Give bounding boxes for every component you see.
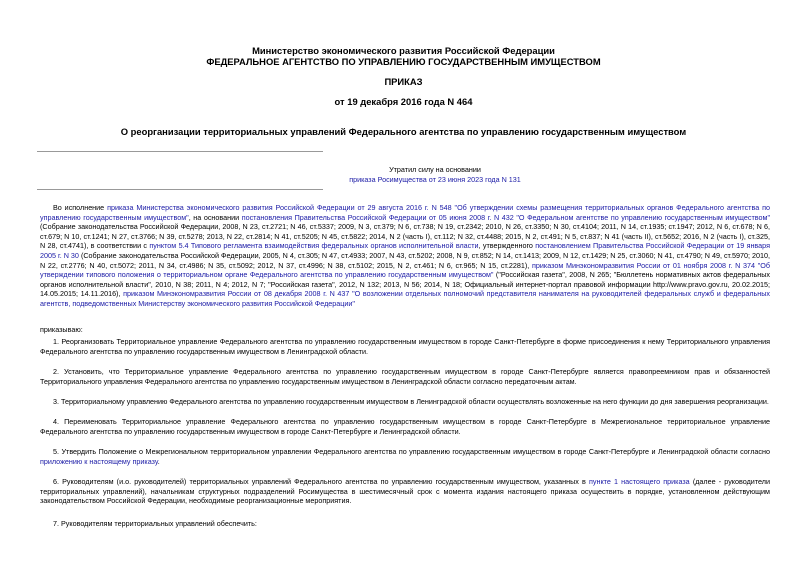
item-7: 7. Руководителям территориальных управлений обеспечить: — [53, 519, 257, 528]
link-appendix[interactable]: приложению к настоящему приказу — [40, 456, 158, 466]
preamble-text: , на основании — [188, 212, 242, 222]
item-6-text: 6. Руководителям (и.о. руководителей) территориальных управлений Федерального агентства по управлению государственным имуществом, указанных в — [53, 477, 589, 486]
preamble-text: ("Российская газета", 2008, N 265; "Бюллетень нормативных актов федеральных органов исполнительной власти", 2010, N 38; 2011, N 4; 2012, N 7; "Российская газета", 2012, N 132; 2013, N 56; 2014, N 18; Официальный интернет-портал правовой информации http://www.pravo.gov.ru, 20.02.2015; 14.05.2015; 14.11.2016), — [40, 270, 770, 299]
ministry-name: Министерство экономического развития Российской Федерации — [252, 45, 555, 56]
item-1: 1. Реорганизовать Территориальное управление Федерального агентства по управлению государственным имуществом в городе Санкт-Петербурге в форме присоединения к нему Территориального управления Федерального агентства по управлению государственным имуществом в Ленинградской области. — [40, 337, 770, 356]
item-4: 4. Переименовать Территориальное управление Федерального агентства по управлению государственным имуществом в городе Санкт-Петербурге в Межрегиональное территориальное управление Федерального агентства по управлению государственным имуществом в городе Санкт-Петербурге и Ленинградской области. — [40, 417, 770, 436]
preamble-paragraph — [40, 203, 770, 309]
item-5 — [40, 447, 770, 466]
item-3: 3. Территориальному управлению Федерального агентства по управлению государственным имуществом в Ленинградской области осуществлять возложенные на него функции до дня завершения реорганизации. — [53, 397, 769, 406]
lost-force-link[interactable]: приказа Росимущества от 23 июня 2023 года N 131 — [349, 175, 521, 184]
link-order-374[interactable]: приказом Минэкономразвития России от 01 ноября 2008 г. N 374 "Об утверждении типового положения о территориальном органе Федерального агентства по управлению государственным имуществом" — [40, 260, 771, 280]
link-order-437[interactable]: приказом Минэкономразвития России от 08 декабря 2008 г. N 437 "О возложении отдельных полномочий представителя нанимателя на руководителей федеральных служб и федеральных агентств, подведомственных Министерству экономического развития Российской Федерации" — [40, 289, 770, 308]
agency-name: ФЕДЕРАЛЬНОЕ АГЕНТСТВО ПО УПРАВЛЕНИЮ ГОСУДАРСТВЕННЫМ ИМУЩЕСТВОМ — [206, 56, 601, 67]
lost-force-label: Утратил силу на основании — [389, 165, 481, 174]
preamble-text: Во исполнение — [53, 203, 108, 212]
item-5-end: . — [157, 456, 160, 466]
doc-title: О реорганизации территориальных управлений Федерального агентства по управлению государственным имуществом — [120, 126, 687, 137]
lost-force-block — [295, 175, 575, 185]
order-word: приказываю: — [40, 325, 83, 334]
link-point-1[interactable]: пункте 1 настоящего приказа — [588, 477, 690, 486]
link-order-548[interactable]: приказа Министерства экономического развития Российской Федерации от 29 августа 2016 г. N 548 "Об утверждении схемы размещения территориальных органов Федерального агентства по управлению государственным имуществом" — [40, 203, 770, 222]
divider-bottom — [37, 189, 323, 190]
preamble-text: (Собрание законодательства Российской Федерации, 2008, N 23, ст.2721; N 46, ст.5337; 2009, N 3, ст.379; N 6, ст.738; N 19, ст.2342; 2010, N 26, ст.3350; N 30, ст.4104; 2011, N 14, ст.1935; ст.1947; 2012, N 6, ст.678; N 6, ст.679; N 10, ст.1241; N 27, ст.3766; N 39, ст.5278; 2013, N 22, ст.2814; N 41, ст.5205; N 45, ст.5822; 2014, N 2 (часть I), ст.112; N 32, ст.4488; 2015, N 2, ст.491; N 5, ст.837; N 41 (часть II), ст.5652; 2016, N 2 (часть I), ст.325, N 28, ст.4741), в соответствии с — [40, 222, 770, 251]
item-6 — [40, 477, 770, 506]
item-5-text: 5. Утвердить Положение о Межрегиональном территориальном управлении Федерального агентства по управлению государственным имуществом в городе Санкт-Петербурге и Ленинградской области согласно — [53, 447, 770, 456]
link-resolution-30[interactable]: постановлением Правительства Российской Федерации от 19 января 2005 г. N 30 — [40, 241, 770, 260]
doc-date-number: от 19 декабря 2016 года N 464 — [334, 96, 473, 107]
item-6-end: (далее - руководители территориальных управлений), начальникам структурных подразделений Росимущества в шестимесячный срок с момента издания настоящего приказа осуществить в порядке, установленном действующим законодательством Российской Федерации, необходимые реорганизационные мероприятия. — [40, 477, 770, 506]
link-resolution-432[interactable]: постановления Правительства Российской Федерации от 05 июня 2008 г. N 432 "О Федеральном агентстве по управлению государственным имуществом" — [241, 212, 770, 222]
item-2: 2. Установить, что Территориальное управление Федерального агентства по управлению государственным имуществом в городе Санкт-Петербурге является правопреемником прав и обязанностей Территориального управления Федерального агентства по управлению государственным имуществом в Ленинградской области согласно передаточным актам. — [40, 367, 770, 386]
doc-type: ПРИКАЗ — [384, 76, 423, 87]
preamble-text: , утвержденного — [478, 241, 536, 251]
preamble-text: (Собрание законодательства Российской Федерации, 2005, N 4, ст.305; N 47, ст.4933; 2007, N 43, ст.5202; 2008, N 9, ст.852; N 14, ст.1413; 2009, N 12, ст.1429; N 25, ст.3060; N 41, ст.4790; N 49, ст.5970; 2010, N 22, ст.2776; N 40, ст.5072; 2011, N 34, ст.4986; N 35, ст.5092; 2012, N 37, ст.4996; N 38, ст.5102; 2015, N 2, ст.461; N 6, ст.965; N 15, ст.2281), — [40, 250, 771, 270]
divider-top — [37, 151, 323, 152]
link-reglament-5-4[interactable]: пунктом 5.4 Типового регламента взаимодействия федеральных органов исполнительной власти — [149, 241, 479, 251]
